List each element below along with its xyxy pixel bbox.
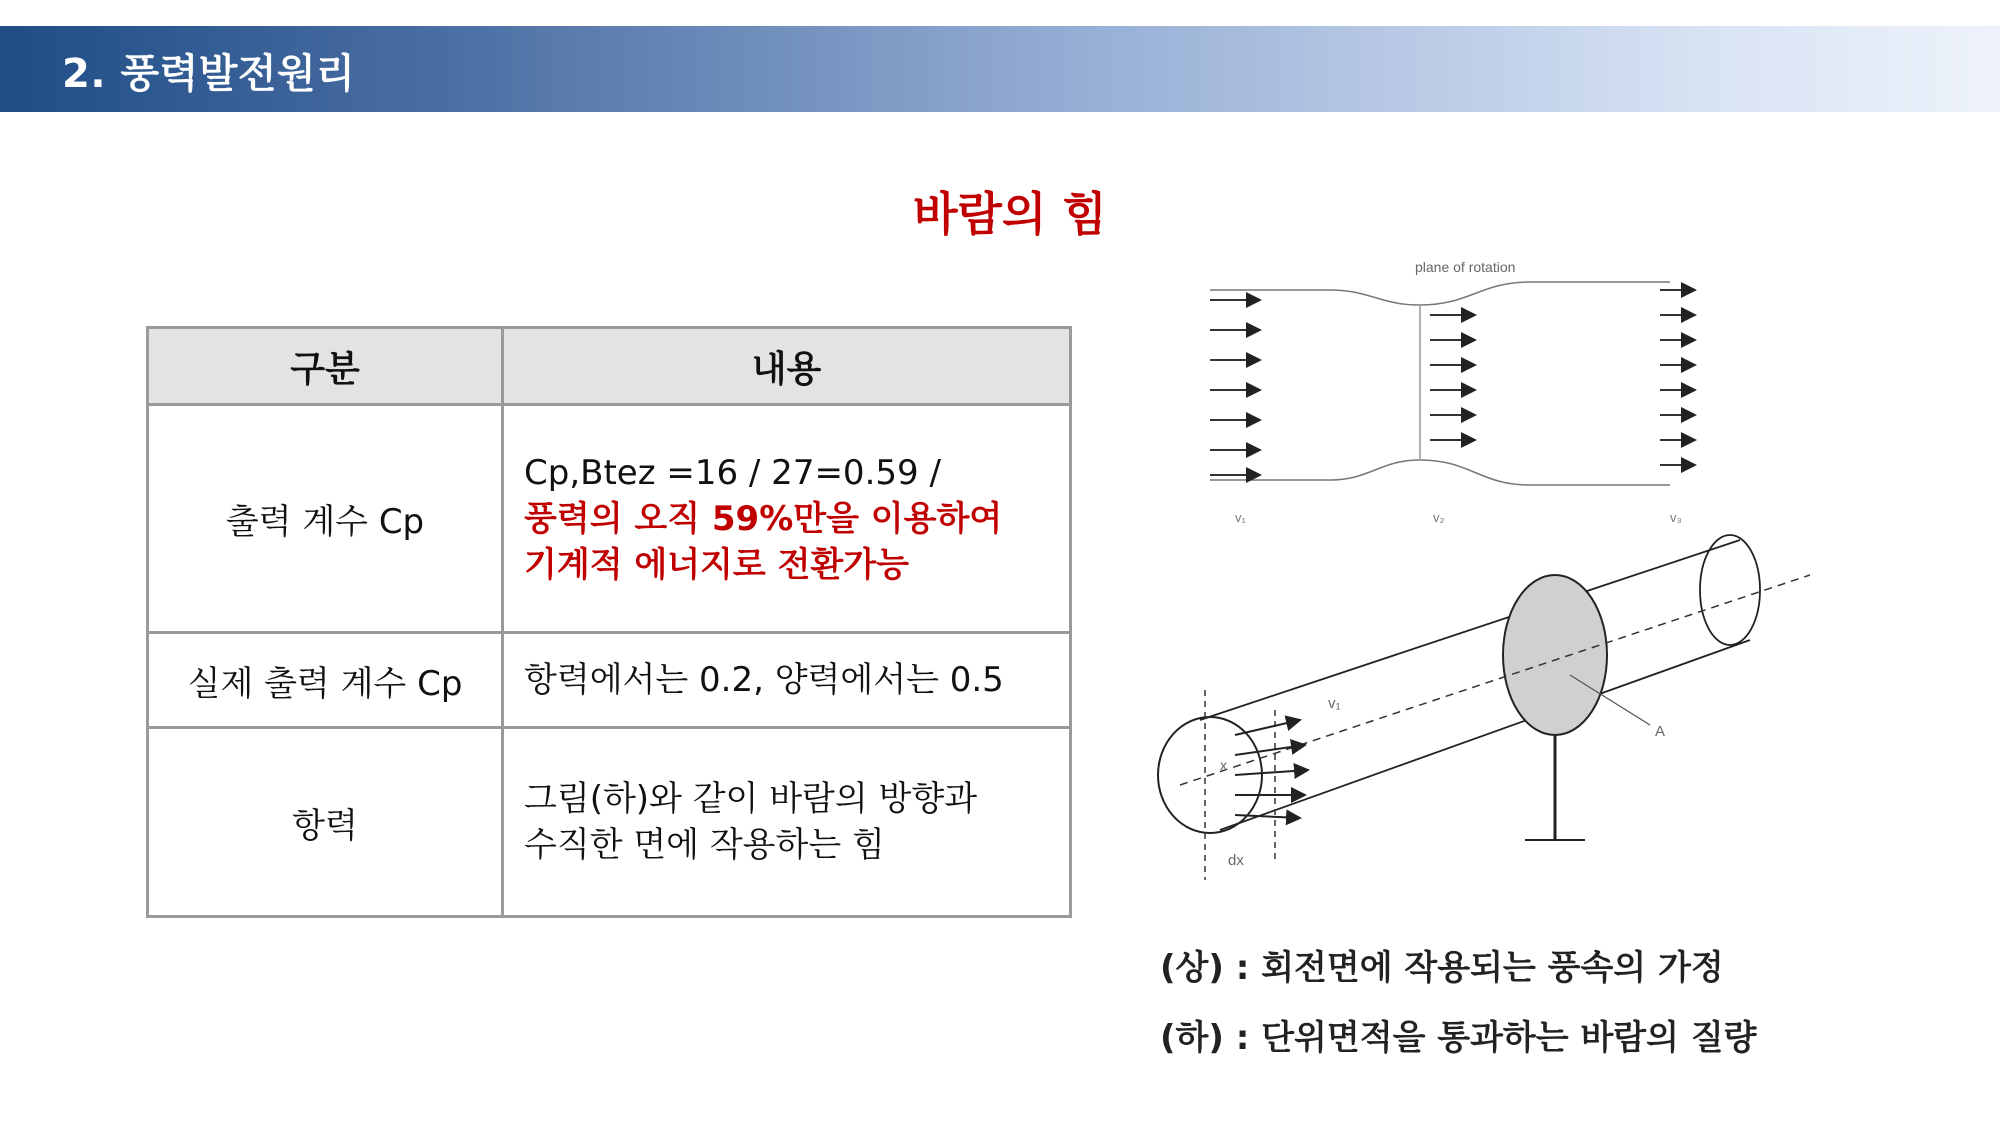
tube-upper-boundary: [1210, 282, 1670, 305]
slide-title: 바람의 힘: [913, 187, 1107, 241]
cylinder-top-edge: [1200, 540, 1740, 720]
plane-of-rotation-label: plane of rotation: [1415, 259, 1516, 275]
content-line: 수직한 면에 작용하는 힘: [524, 825, 885, 865]
section-title: 2. 풍력발전원리: [62, 51, 356, 97]
row-content: 항력에서는 0.2, 양력에서는 0.5: [503, 633, 1071, 728]
v3-label: v₃: [1670, 510, 1682, 525]
caption-upper: (상) : 회전면에 작용되는 풍속의 가정: [1160, 948, 1724, 988]
row-label: 출력 계수 Cp: [148, 405, 503, 633]
content-highlight-line: 풍력의 오직 59%만을 이용하여: [524, 498, 1003, 539]
content-line: 그림(하)와 같이 바람의 방향과: [524, 779, 978, 819]
v1-flow-label: v₁: [1328, 695, 1341, 712]
cylinder-bottom-edge: [1220, 640, 1750, 830]
cylinder-end-cap: [1700, 535, 1760, 645]
a-label: A: [1655, 723, 1666, 740]
caption-lower: (하) : 단위면적을 통과하는 바람의 질량: [1160, 1018, 1757, 1058]
table-row: [148, 728, 1071, 917]
dx-label: dx: [1228, 852, 1244, 869]
wind-diagram: [1150, 240, 1850, 900]
upstream-arrows: [1210, 300, 1260, 475]
rotor-plane-arrows: [1430, 315, 1475, 440]
table-header-row: [148, 328, 1071, 405]
cylinder-diagram: [1158, 535, 1810, 880]
center-axis: [1180, 575, 1810, 785]
info-table: [146, 326, 1072, 918]
row-content: [503, 728, 1071, 917]
content-line: Cp,Btez =16 / 27=0.59 /: [524, 452, 941, 493]
table-row: [148, 405, 1071, 633]
v2-label: v₂: [1433, 510, 1445, 525]
row-label: 항력: [148, 728, 503, 917]
stream-tube-diagram: [1210, 259, 1695, 525]
downstream-arrows: [1660, 290, 1695, 465]
row-label: 실제 출력 계수 Cp: [148, 633, 503, 728]
header-category: 구분: [148, 328, 503, 405]
v1-label: v₁: [1235, 510, 1246, 525]
area-disc-a: [1503, 575, 1607, 735]
x-label: x: [1220, 757, 1227, 773]
header-content: 내용: [503, 328, 1071, 405]
table-row: [148, 633, 1071, 728]
content-highlight-line: 기계적 에너지로 전환가능: [524, 544, 909, 585]
row-content: [503, 405, 1071, 633]
tube-lower-boundary: [1210, 460, 1670, 485]
